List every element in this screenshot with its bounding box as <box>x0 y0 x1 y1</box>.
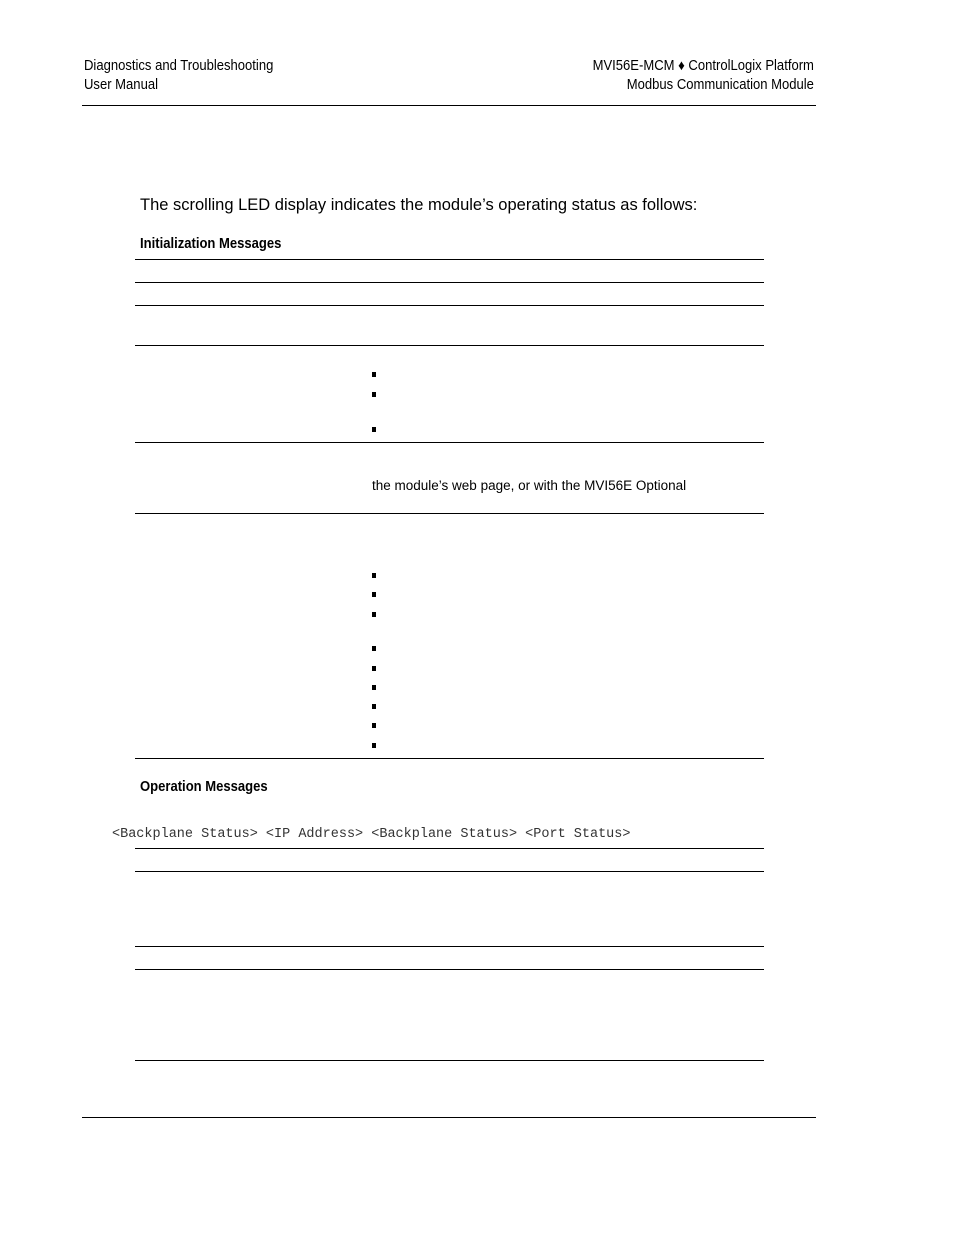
bullet-icon <box>372 427 376 432</box>
bullet-icon <box>372 612 376 617</box>
table-rule <box>135 758 764 759</box>
table-rule <box>135 1060 764 1061</box>
bullet-icon <box>372 743 376 748</box>
operation-message-format: <Backplane Status> <IP Address> <Backplane Status> <Port Status> <box>112 827 631 842</box>
operation-messages-heading: Operation Messages <box>140 779 268 795</box>
product-title: MVI56E-MCM ♦ ControlLogix Platform <box>592 58 814 74</box>
table-rule <box>135 946 764 947</box>
bullet-icon <box>372 592 376 597</box>
bullet-icon <box>372 646 376 651</box>
table-rule <box>135 259 764 260</box>
chapter-title: Diagnostics and Troubleshooting <box>84 58 274 74</box>
header-rule <box>82 105 816 106</box>
manual-type: User Manual <box>84 77 158 93</box>
bullet-icon <box>372 573 376 578</box>
table-rule <box>135 282 764 283</box>
bullet-icon <box>372 685 376 690</box>
product-subtitle: Modbus Communication Module <box>626 77 814 93</box>
intro-paragraph: The scrolling LED display indicates the module’s operating status as follows: <box>140 196 698 214</box>
running-header-left <box>84 57 273 95</box>
bullet-icon <box>372 723 376 728</box>
bullet-icon <box>372 666 376 671</box>
running-header-right <box>593 57 814 95</box>
table-rule <box>135 442 764 443</box>
bullet-icon <box>372 372 376 377</box>
table-rule <box>135 345 764 346</box>
table-rule <box>135 969 764 970</box>
bullet-icon <box>372 704 376 709</box>
initialization-messages-heading: Initialization Messages <box>140 236 282 252</box>
table-rule <box>135 871 764 872</box>
table-rule <box>135 513 764 514</box>
table-cell-text: the module’s web page, or with the MVI56E Optional <box>372 478 687 493</box>
bullet-icon <box>372 392 376 397</box>
table-rule <box>135 848 764 849</box>
table-rule <box>135 305 764 306</box>
footer-rule <box>82 1117 816 1118</box>
